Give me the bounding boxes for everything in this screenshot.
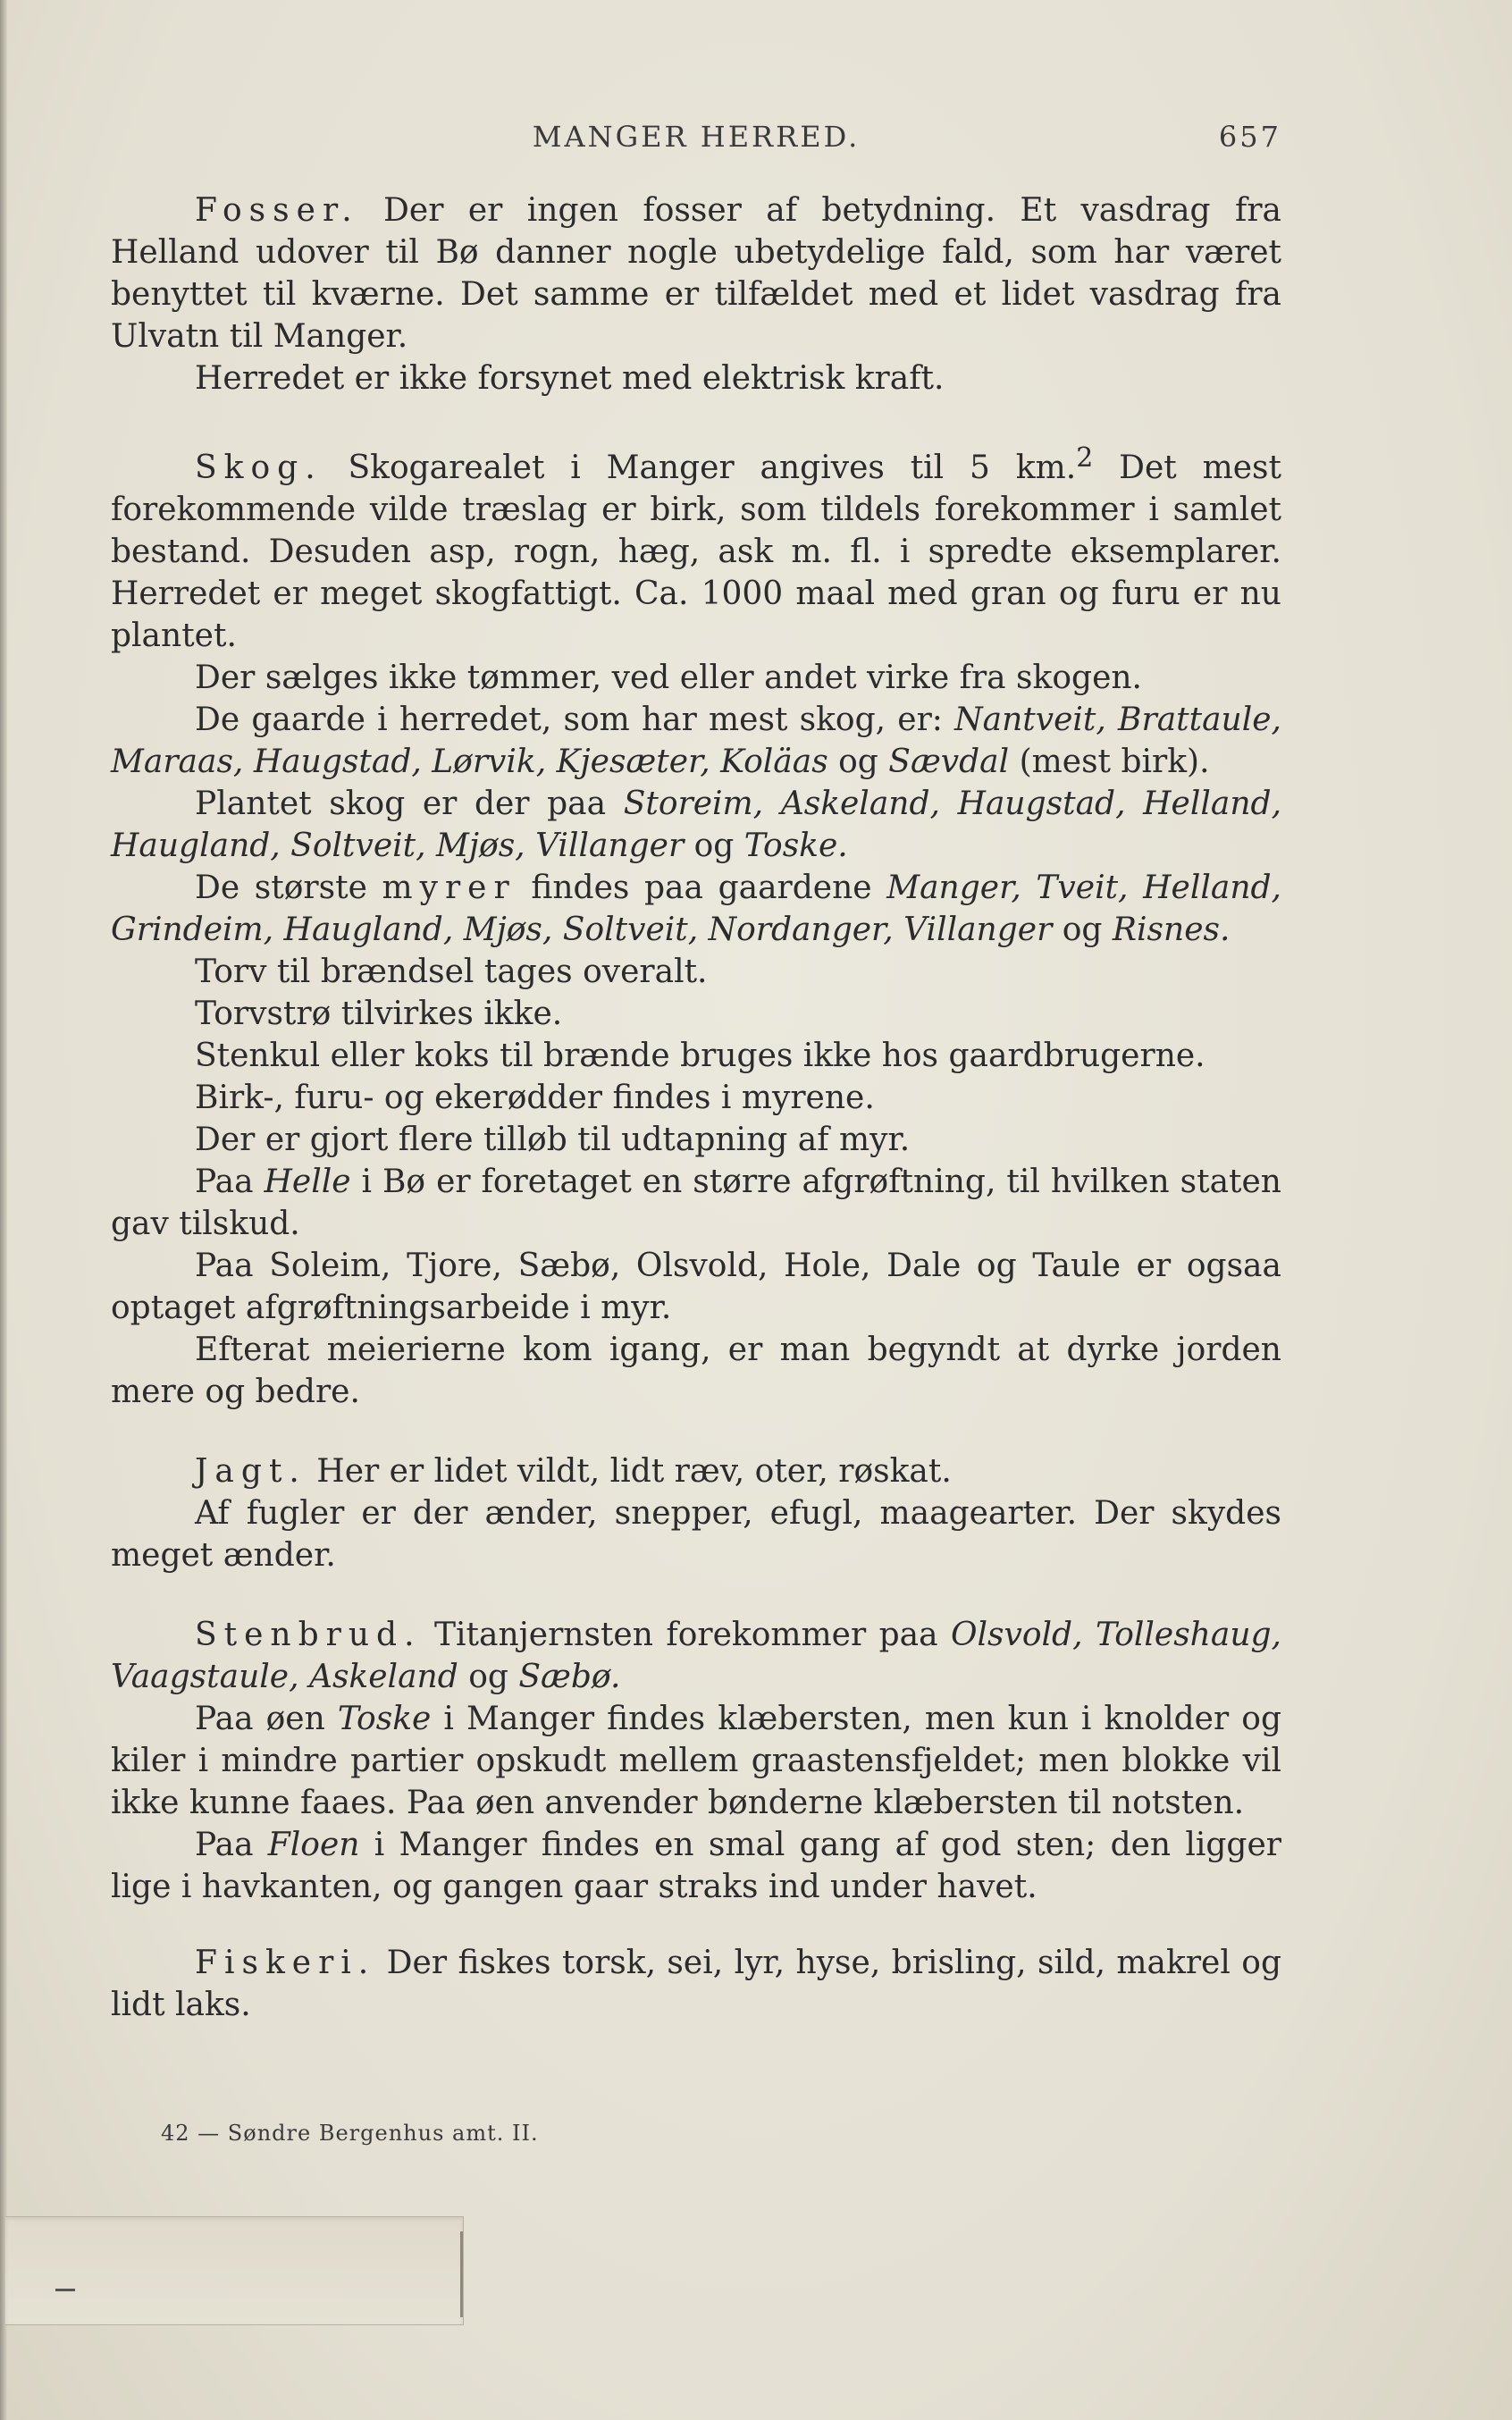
paragraph-text: Paa — [195, 1827, 268, 1863]
running-header — [111, 120, 1281, 155]
paragraph-text: De største — [195, 870, 382, 906]
paragraph-text: i Manger findes klæbersten, men kun i knolder og kiler i mindre partier opskudt mellem graastensfjeldet; men blokke vil ikke kunne faaes. Paa øen anvender bønderne klæbersten til notsten. — [111, 1701, 1281, 1821]
section-gap — [111, 1413, 1281, 1450]
body-text — [111, 189, 1281, 2026]
place-name: Olsvold, Tolleshaug, Vaagstaule, Askeland — [111, 1617, 1281, 1695]
paragraph-text: Birk-, furu- og ekerødder findes i myrene. — [195, 1080, 875, 1116]
paragraph-text: Plantet skog er der paa — [195, 786, 624, 822]
paragraph — [111, 993, 1281, 1035]
paragraph-text: Der fiskes torsk, sei, lyr, hyse, brisling, sild, makrel og lidt laks. — [111, 1945, 1281, 2023]
paragraph-text: og — [458, 1659, 519, 1695]
place-name: Risnes. — [1112, 912, 1231, 948]
library-slip — [5, 2216, 464, 2325]
place-name: Sævdal — [888, 744, 1010, 780]
paragraph-text: Efterat meierierne kom igang, er man begyndt at dyrke jorden mere og bedre. — [111, 1332, 1281, 1410]
paragraph-text: og — [1052, 912, 1113, 948]
paragraph — [111, 189, 1281, 357]
paragraph-text: Der er gjort flere tilløb til udtapning af myr. — [195, 1122, 911, 1158]
paragraph — [111, 699, 1281, 783]
paragraph — [111, 1614, 1281, 1698]
paragraph-text: Torvstrø tilvirkes ikke. — [195, 996, 563, 1032]
header-title: MANGER HERRED. — [532, 120, 861, 154]
section-heading: Fosser. — [195, 192, 359, 229]
paragraph-text: og — [827, 744, 889, 780]
superscript: 2 — [1076, 442, 1094, 474]
paragraph — [111, 657, 1281, 699]
paragraph — [111, 357, 1281, 399]
section-gap — [111, 1908, 1281, 1942]
section-heading: Fiskeri. — [195, 1945, 376, 1981]
section-heading: Skog. — [195, 450, 323, 486]
signature-footnote: 42 — Søndre Bergenhus amt. II. — [161, 2121, 539, 2146]
paragraph-text: (mest birk). — [1009, 744, 1210, 780]
paragraph — [111, 1077, 1281, 1119]
paragraph — [111, 1035, 1281, 1077]
page-number: 657 — [1218, 120, 1281, 154]
paragraph — [111, 1698, 1281, 1824]
paragraph-text: Stenkul eller koks til brænde bruges ikke hos gaardbrugerne. — [195, 1038, 1205, 1074]
place-name: Toske — [337, 1701, 432, 1737]
section-heading: Jagt. — [195, 1453, 307, 1490]
paragraph-text: Paa — [195, 1164, 265, 1200]
paragraph-text: Titanjernsten forekommer paa — [421, 1617, 952, 1653]
paragraph — [111, 437, 1281, 657]
paragraph-text: og — [684, 828, 744, 864]
paragraph-text: Det mest forekommende vilde træslag er birk, som tildels forekommer i samlet bestand. Desuden asp, rogn, hæg, ask m. fl. i spredte eksemplarer. Herredet er meget skogfattigt. Ca. 1000 maal med gran og furu er nu plantet. — [111, 450, 1281, 654]
section-gap — [111, 1576, 1281, 1614]
place-name: Floen — [267, 1827, 360, 1863]
slip-mark — [55, 2289, 75, 2291]
paragraph — [111, 1161, 1281, 1245]
paragraph — [111, 1942, 1281, 2026]
place-name: Helle — [264, 1164, 351, 1200]
paragraph-text: Der sælges ikke tømmer, ved eller andet virke fra skogen. — [195, 660, 1142, 696]
paragraph — [111, 867, 1281, 951]
page-binding-edge — [0, 0, 7, 2420]
section-heading: Stenbrud. — [195, 1617, 422, 1653]
paragraph-text: Der er ingen fosser af betydning. Et vasdrag fra Helland udover til Bø danner nogle ubetydelige fald, som har været benyttet til kværne. Det samme er tilfældet med et lidet vasdrag fra Ulvatn til Manger. — [111, 192, 1281, 355]
paragraph — [111, 1824, 1281, 1908]
paragraph — [111, 1329, 1281, 1413]
paragraph-text: i Bø er foretaget en større afgrøftning, til hvilken staten gav tilskud. — [111, 1164, 1281, 1242]
section-heading: myrer — [382, 870, 517, 906]
paragraph-text: Paa øen — [195, 1701, 338, 1737]
section-gap — [111, 399, 1281, 437]
paragraph-text: i Manger findes en smal gang af god sten; den ligger lige i havkanten, og gangen gaar straks ind under havet. — [111, 1827, 1281, 1905]
place-name: Nantveit, Brattaule, Maraas, Haugstad, Lørvik, Kjesæter, Koläas — [111, 702, 1281, 780]
paragraph — [111, 951, 1281, 993]
paragraph-text: Herredet er ikke forsynet med elektrisk kraft. — [195, 360, 945, 397]
paragraph — [111, 1119, 1281, 1161]
paragraph-text: Paa Soleim, Tjore, Sæbø, Olsvold, Hole, Dale og Taule er ogsaa optaget afgrøftningsarbeide i myr. — [111, 1248, 1281, 1326]
place-name: Manger, Tveit, Helland, Grindeim, Haugland, Mjøs, Soltveit, Nordanger, Villanger — [111, 870, 1281, 948]
paragraph — [111, 1245, 1281, 1329]
paragraph-text: Af fugler er der ænder, snepper, efugl, maagearter. Der skydes meget ænder. — [111, 1495, 1281, 1574]
paragraph-text: Torv til brændsel tages overalt. — [195, 954, 708, 990]
paragraph-text: De gaarde i herredet, som har mest skog, er: — [195, 702, 955, 738]
paragraph-text: findes paa gaardene — [516, 870, 887, 906]
paragraph-text: Skogarealet i Manger angives til 5 km. — [322, 450, 1077, 486]
place-name: Storeim, Askeland, Haugstad, Helland, Haugland, Soltveit, Mjøs, Villanger — [111, 786, 1282, 864]
paragraph-text: Her er lidet vildt, lidt ræv, oter, røskat. — [306, 1453, 952, 1490]
place-name: Sæbø. — [518, 1659, 621, 1695]
paragraph — [111, 1492, 1281, 1576]
paragraph — [111, 783, 1281, 867]
paragraph — [111, 1450, 1281, 1492]
place-name: Toske. — [743, 828, 848, 864]
